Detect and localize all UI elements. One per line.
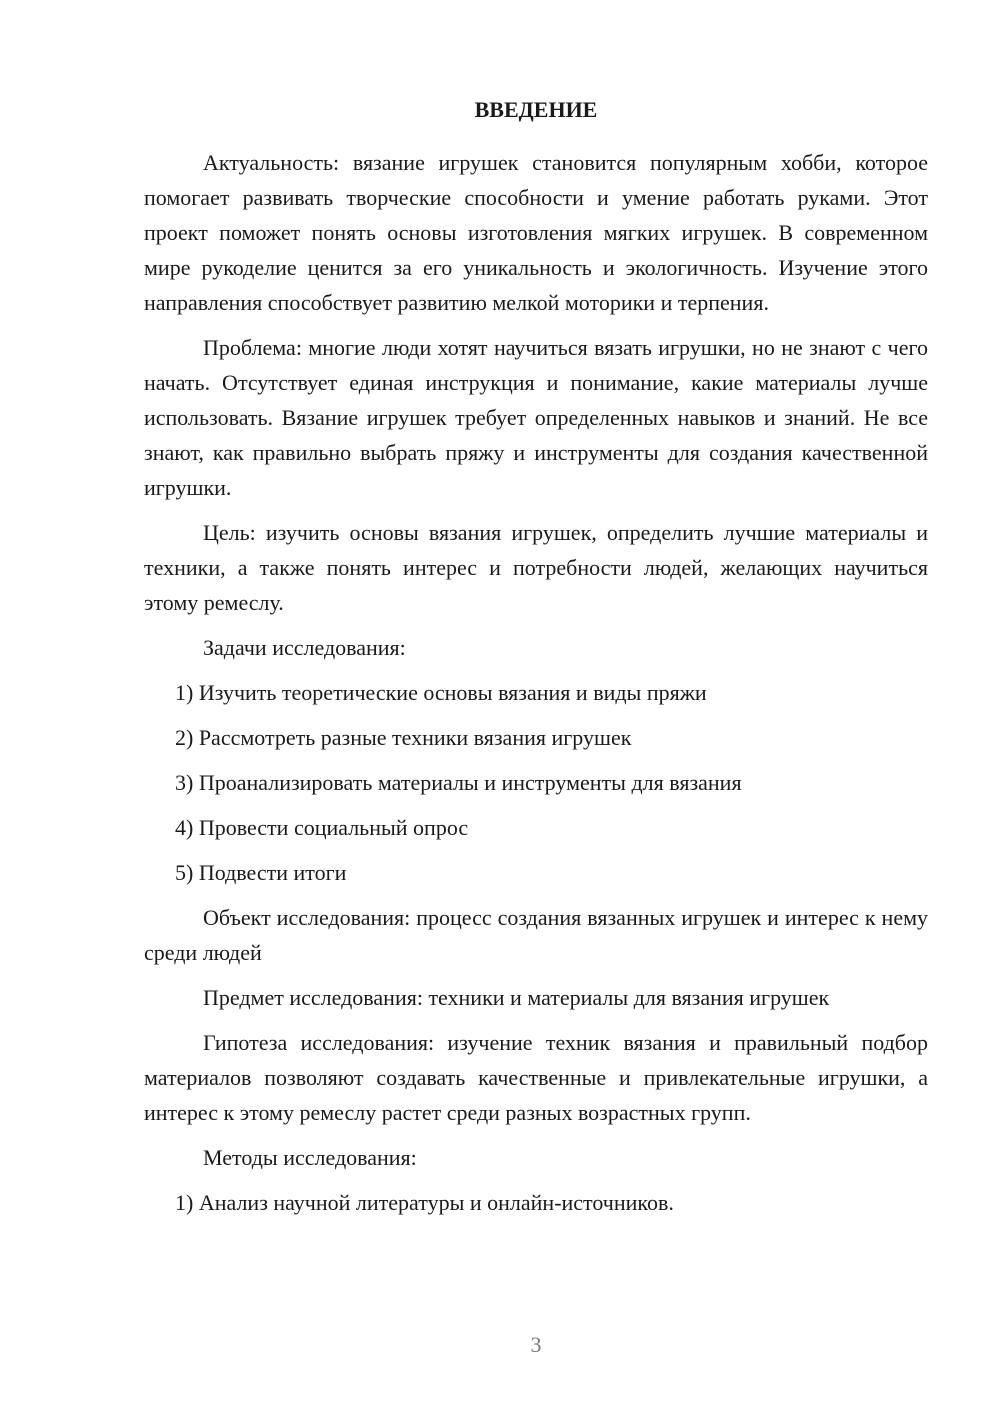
task-item: 3) Проанализировать материалы и инструменты для вязания [175, 770, 742, 795]
subject-paragraph: Предмет исследования: техники и материалы для вязания игрушек [203, 985, 830, 1010]
section-title: ВВЕДЕНИЕ [474, 97, 598, 122]
task-item: 2) Рассмотреть разные техники вязания игрушек [175, 725, 632, 750]
relevance-paragraph: Актуальность: вязание игрушек становится популярным хобби, которое помогает развивать творческие способности и умение работать руками. Этот проект поможет понять основы изготовления мягких игрушек. В современном мире рукоделие ценится за его уникальность и экологичность. Изучение этого направления способствует развитию мелкой моторики и терпения. [144, 150, 928, 315]
task-item: 1) Изучить теоретические основы вязания и виды пряжи [175, 680, 707, 705]
method-item: 1) Анализ научной литературы и онлайн-источников. [175, 1190, 674, 1215]
methods-heading: Методы исследования: [203, 1145, 417, 1170]
object-paragraph: Объект исследования: процесс создания вязанных игрушек и интерес к нему среди людей [144, 905, 928, 965]
task-item: 5) Подвести итоги [175, 860, 347, 885]
tasks-heading: Задачи исследования: [203, 635, 406, 660]
goal-paragraph: Цель: изучить основы вязания игрушек, определить лучшие материалы и техники, а также понять интерес и потребности людей, желающих научиться этому ремеслу. [144, 520, 928, 615]
hypothesis-paragraph: Гипотеза исследования: изучение техник вязания и правильный подбор материалов позволяют создавать качественные и привлекательные игрушки, а интерес к этому ремеслу растет среди разных возрастных групп. [144, 1030, 928, 1125]
page-content [144, 94, 928, 1230]
page-number: 3 [530, 1332, 542, 1357]
problem-paragraph: Проблема: многие люди хотят научиться вязать игрушки, но не знают с чего начать. Отсутствует единая инструкция и понимание, какие материалы лучше использовать. Вязание игрушек требует определенных навыков и знаний. Не все знают, как правильно выбрать пряжу и инструменты для создания качественной игрушки. [144, 335, 928, 500]
task-item: 4) Провести социальный опрос [175, 815, 469, 840]
